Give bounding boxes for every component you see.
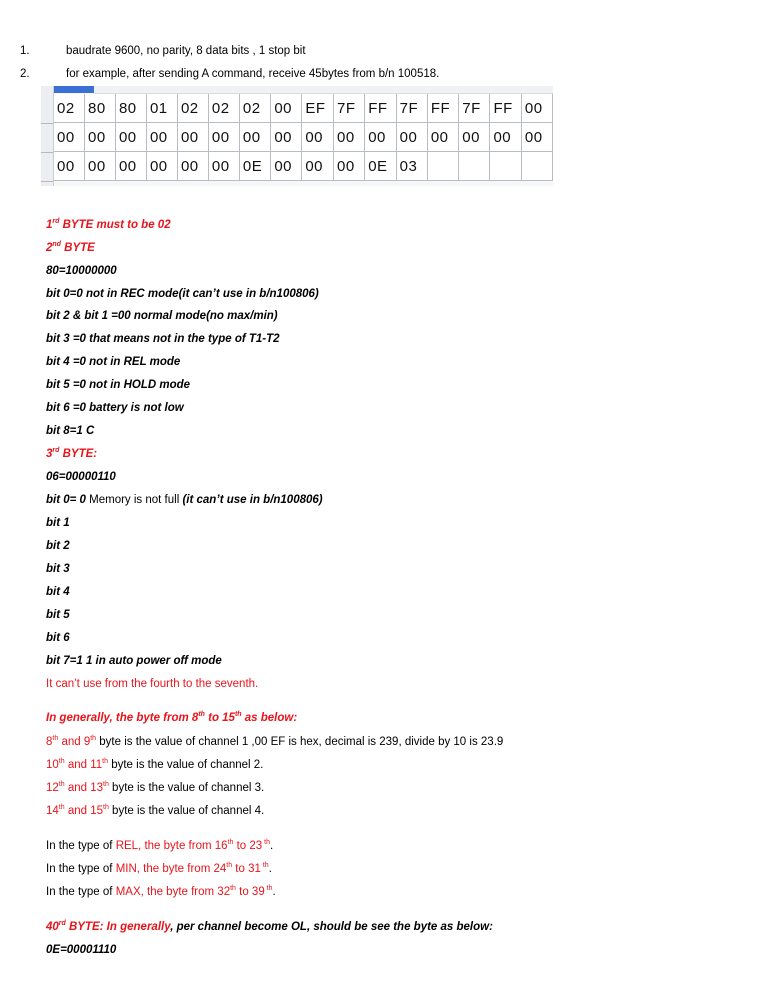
hex-cell: 00 xyxy=(146,152,177,181)
bit-line: bit 3 xyxy=(46,563,70,575)
list-number: 1. xyxy=(20,45,30,57)
bit-line: bit 4 xyxy=(46,586,70,598)
hex-cell: 02 xyxy=(208,94,239,123)
byte2-line: bit 0=0 not in REC mode(it can’t use in b/n100806) xyxy=(46,288,319,300)
bit7-line: bit 7=1 1 in auto power off mode xyxy=(46,655,222,667)
hex-cell: 00 xyxy=(84,152,115,181)
hex-cell: 00 xyxy=(54,123,84,152)
grid-column-header xyxy=(94,86,553,94)
bit-line: bit 5 xyxy=(46,609,70,621)
bit0-line: bit 0= 0 Memory is not full (it can’t use in b/n100806) xyxy=(46,494,323,506)
hex-cell: 00 xyxy=(208,123,239,152)
hex-cell: 0E xyxy=(365,152,396,181)
hex-cell xyxy=(427,152,458,181)
hex-cell: 00 xyxy=(521,94,552,123)
byte3-value: 06=00000110 xyxy=(46,471,116,483)
hex-cell: 02 xyxy=(239,94,270,123)
note-red: It can’t use from the fourth to the seventh. xyxy=(46,678,259,690)
channel4-line: 14th and 15th byte is the value of channel 4. xyxy=(46,804,265,817)
list-number: 2. xyxy=(20,68,30,80)
hex-cell: 7F xyxy=(396,94,427,123)
hex-cell: 00 xyxy=(54,152,84,181)
list-text: baudrate 9600, no parity, 8 data bits , 1 stop bit xyxy=(66,45,306,57)
hex-table xyxy=(54,94,553,181)
hex-cell: 80 xyxy=(115,94,146,123)
hex-cell: 00 xyxy=(208,152,239,181)
hex-cell: 01 xyxy=(146,94,177,123)
hex-data-grid xyxy=(41,86,553,186)
byte2-line: bit 5 =0 not in HOLD mode xyxy=(46,379,191,391)
hex-cell: 00 xyxy=(115,123,146,152)
hex-cell: 02 xyxy=(177,94,208,123)
channel1-line: 8th and 9th byte is the value of channel 1 ,00 EF is hex, decimal is 239, divide by 10 is 23.9 xyxy=(46,735,504,748)
hex-cell: 00 xyxy=(333,152,364,181)
hex-cell: 00 xyxy=(271,123,302,152)
hex-cell: 0E xyxy=(239,152,270,181)
hex-cell: 00 xyxy=(365,123,396,152)
hex-cell: 00 xyxy=(427,123,458,152)
bit-line: bit 1 xyxy=(46,517,70,529)
hex-cell: 02 xyxy=(54,94,84,123)
hex-cell: FF xyxy=(365,94,396,123)
hex-cell: 00 xyxy=(490,123,521,152)
byte2-line: bit 2 & bit 1 =00 normal mode(no max/min) xyxy=(46,310,278,322)
grid-row-header xyxy=(41,86,54,186)
hex-cell: FF xyxy=(490,94,521,123)
hex-cell: 00 xyxy=(302,152,334,181)
hex-row xyxy=(54,152,553,181)
hex-cell: EF xyxy=(302,94,334,123)
channel2-line: 10th and 11th byte is the value of channel 2. xyxy=(46,758,264,771)
byte2-heading: 2nd BYTE xyxy=(46,241,95,254)
bit-line: bit 2 xyxy=(46,540,70,552)
hex-cell: 00 xyxy=(115,152,146,181)
hex-cell: 00 xyxy=(521,123,552,152)
rel-line: In the type of REL, the byte from 16th to 23 $^{th}$. xyxy=(46,839,274,852)
hex-cell: 00 xyxy=(271,94,302,123)
byte40-value: 0E=00001110 xyxy=(46,944,117,956)
hex-cell xyxy=(490,152,521,181)
byte1-heading: 1rd BYTE must to be 02 xyxy=(46,218,171,231)
hex-cell: 00 xyxy=(271,152,302,181)
byte2-line: bit 4 =0 not in REL mode xyxy=(46,356,181,368)
hex-cell: 00 xyxy=(177,123,208,152)
hex-cell: 03 xyxy=(396,152,427,181)
hex-cell: 00 xyxy=(459,123,490,152)
hex-cell xyxy=(459,152,490,181)
byte2-line: bit 3 =0 that means not in the type of T1-T2 xyxy=(46,333,280,345)
max-line: In the type of MAX, the byte from 32th to 39 $^{th}$. xyxy=(46,885,276,898)
hex-cell: 00 xyxy=(333,123,364,152)
list-text: for example, after sending A command, receive 45bytes from b/n 100518. xyxy=(66,68,440,80)
grid-selected-column-header xyxy=(54,86,94,93)
hex-cell: 00 xyxy=(239,123,270,152)
general-heading: In generally, the byte from 8th to 15th as below: xyxy=(46,711,298,724)
min-line: In the type of MIN, the byte from 24th to 31 $^{th}$. xyxy=(46,862,272,875)
byte40-heading: 40rd BYTE: In generally, per channel become OL, should be see the byte as below: xyxy=(46,920,493,933)
hex-cell: FF xyxy=(427,94,458,123)
byte2-line: bit 6 =0 battery is not low xyxy=(46,402,184,414)
hex-cell: 7F xyxy=(333,94,364,123)
hex-cell: 00 xyxy=(302,123,334,152)
hex-cell: 7F xyxy=(459,94,490,123)
hex-cell: 00 xyxy=(396,123,427,152)
byte2-line: 80=10000000 xyxy=(46,265,117,277)
hex-cell: 80 xyxy=(84,94,115,123)
byte2-line: bit 8=1 C xyxy=(46,425,95,437)
hex-row xyxy=(54,94,553,123)
hex-row xyxy=(54,123,553,152)
channel3-line: 12th and 13th byte is the value of channel 3. xyxy=(46,781,265,794)
hex-cell: 00 xyxy=(177,152,208,181)
hex-cell: 00 xyxy=(84,123,115,152)
byte3-heading: 3rd BYTE: xyxy=(46,447,98,460)
bit-line: bit 6 xyxy=(46,632,70,644)
hex-cell xyxy=(521,152,552,181)
hex-cell: 00 xyxy=(146,123,177,152)
